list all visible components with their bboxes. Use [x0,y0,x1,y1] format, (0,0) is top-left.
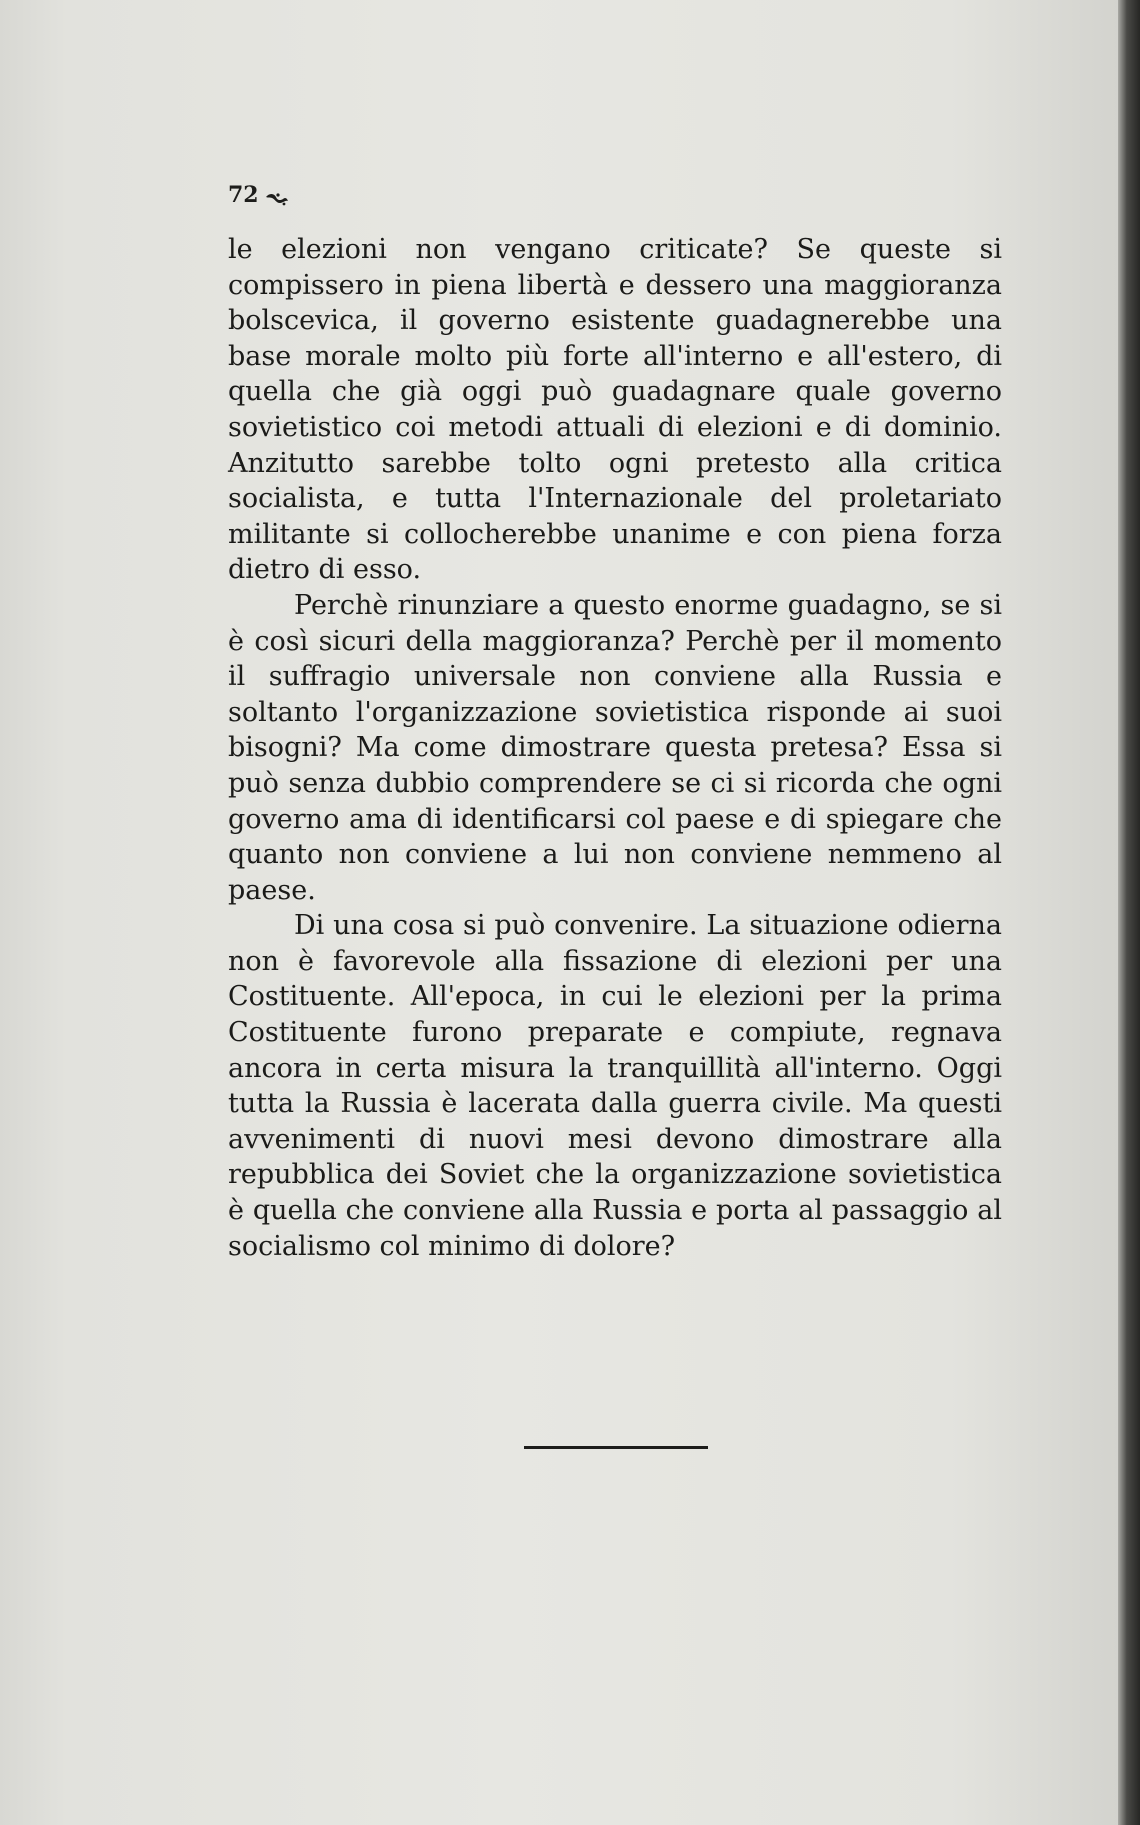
running-head [228,182,289,208]
page-number: 72 [228,182,259,208]
leaf-ornament-icon [265,187,289,203]
paragraph-2: Perchè rinunziare a questo enorme guadagno, se si è così sicuri della maggioranza? Perchè per il momento il suffragio universale non conviene alla Russia e soltanto l'organizzazione sovietistica risponde ai suoi bisogni? Ma come dimostrare questa pretesa? Essa si può senza dubbio comprendere se ci si ricorda che ogni governo ama di identificarsi col paese e di spiegare che quanto non conviene a lui non conviene nemmeno al paese. [228,589,1002,906]
end-of-chapter-rule [524,1446,708,1449]
book-spine-edge [1118,0,1140,1825]
body-text [228,232,1002,1264]
paragraph-3: Di una cosa si può convenire. La situazione odierna non è favorevole alla fissazione di elezioni per una Costituente. All'epoca, in cui le elezioni per la prima Costituente furono preparate e compiute, regnava ancora in certa misura la tranquillità all'interno. Oggi tutta la Russia è lacerata dalla guerra civile. Ma questi avvenimenti di nuovi mesi devono dimostrare alla repubblica dei Soviet che la organizzazione sovietistica è quella che conviene alla Russia e porta al passaggio al socialismo col minimo di dolore? [228,910,1002,1262]
paragraph-1: le elezioni non vengano criticate? Se queste si compissero in piena libertà e dessero una maggioranza bolscevica, il governo esistente guadagnerebbe una base morale molto più forte all'interno e all'estero, di quella che già oggi può guadagnare quale governo sovietistico coi metodi attuali di elezioni e di dominio. Anzitutto sarebbe tolto ogni pretesto alla critica socialista, e tutta l'Internazionale del proletariato militante si collocherebbe unanime e con piena forza dietro di esso. [228,234,1002,586]
